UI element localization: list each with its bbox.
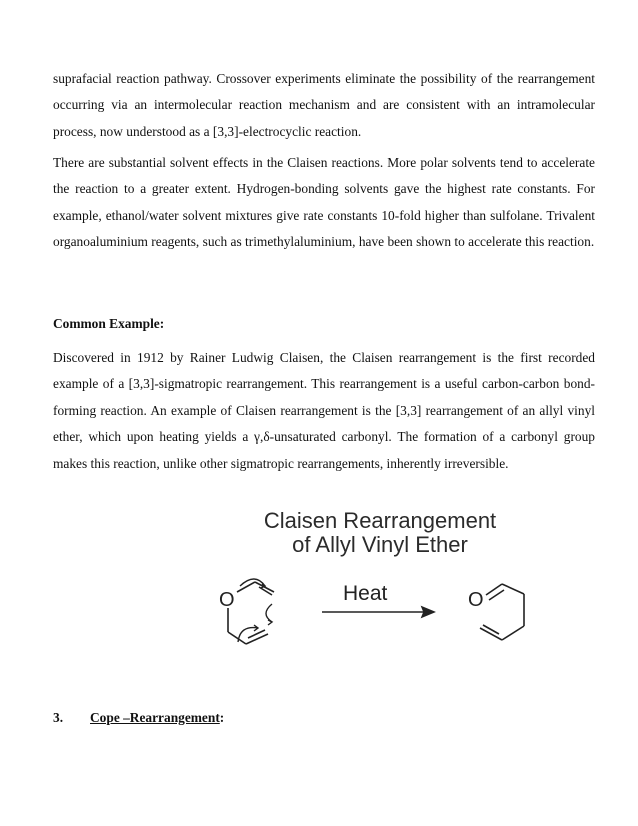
- reaction-arrow: [322, 607, 434, 617]
- product-oxygen-label: O: [468, 589, 484, 611]
- heading-common-example: Common Example:: [53, 316, 165, 331]
- reaction-scheme: [210, 570, 550, 680]
- section-heading-cope: [53, 708, 224, 728]
- figure-title-line1: Claisen Rearrangement: [263, 508, 497, 533]
- reactant-oxygen-label: O: [219, 589, 235, 611]
- paragraph-discovery: Discovered in 1912 by Rainer Ludwig Claisen, the Claisen rearrangement is the first recorded example of a [3,3]-sigmatropic rearrangement. This rearrangement is a useful carbon-carbon bond-forming reaction. An example of Claisen rearrangement is the [3,3] rearrangement of an allyl vinyl ether, which upon heating yields a γ,δ-unsaturated carbonyl. The formation of a carbonyl group makes this reaction, unlike other sigmatropic rearrangements, inherently irreversible.: [53, 350, 595, 471]
- reactant-allyl-vinyl-ether: [228, 579, 274, 644]
- section-title: Cope –Rearrangement: [90, 710, 220, 725]
- product-unsaturated-carbonyl: [480, 584, 524, 640]
- figure-title-line2: of Allyl Vinyl Ether: [292, 532, 468, 557]
- section-title-colon: :: [219, 710, 225, 725]
- section-number: 3.: [53, 710, 64, 725]
- paragraph-crossover: suprafacial reaction pathway. Crossover experiments eliminate the possibility of the rearrangement occurring via an intermolecular reaction mechanism and are consistent with an intramolecular process, now understood as a [3,3]-electrocyclic reaction.: [53, 71, 595, 139]
- paragraph-solvent-effects: There are substantial solvent effects in the Claisen reactions. More polar solvents tend to accelerate the reaction to a greater extent. Hydrogen-bonding solvents gave the highest rate constants. For example, ethanol/water solvent mixtures give rate constants 10-fold higher than sulfolane. Trivalent organoaluminium reagents, such as trimethylaluminium, have been shown to accelerate this reaction.: [53, 155, 595, 250]
- heat-label: Heat: [343, 582, 388, 605]
